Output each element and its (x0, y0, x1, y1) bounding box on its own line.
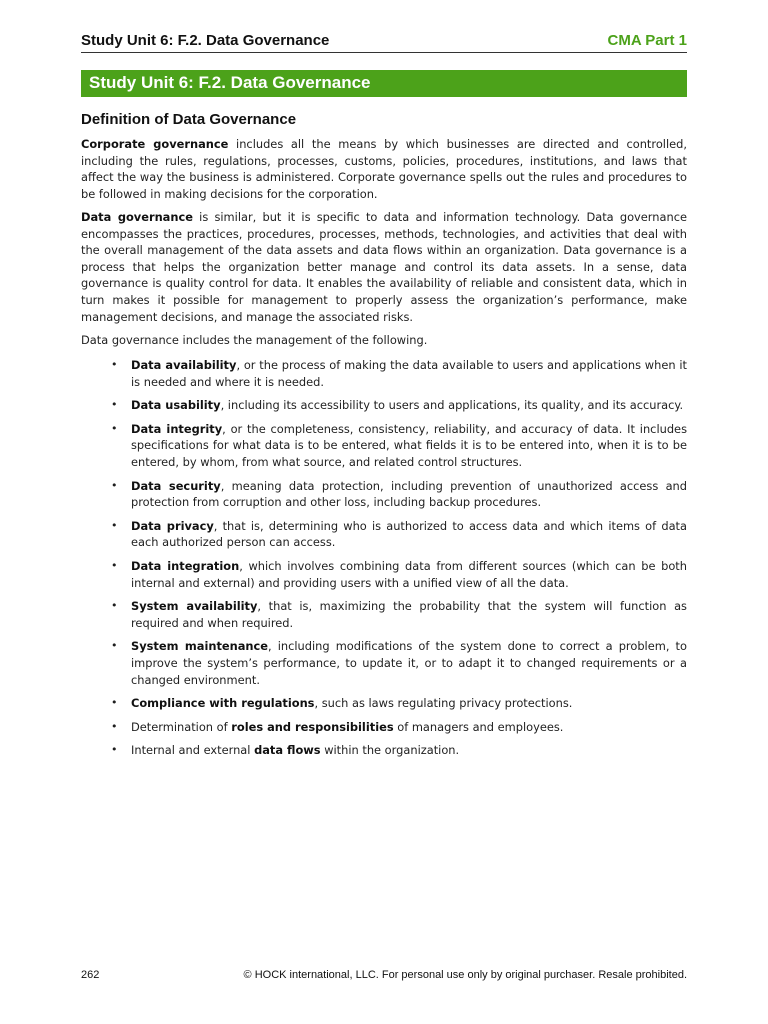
list-item-term: System availability (131, 599, 258, 614)
list-item-text: , including its accessibility to users and applications, its quality, and its accuracy. (220, 398, 684, 413)
list-item-text: , including modifications of the system done to correct a problem, to improve the system’s performance, to update it, or to adapt it to changed requirements or a changed environment. (131, 639, 687, 687)
list-item-term: System maintenance (131, 639, 269, 654)
management-list (81, 357, 687, 766)
list-item-term: roles and responsibilities (231, 719, 394, 734)
paragraph-text: Data governance includes the management of the following. (81, 333, 428, 347)
list-item-prefix: Determination of (131, 719, 232, 734)
bullet-icon: • (111, 599, 118, 613)
list-item-term: Data integrity (131, 421, 223, 436)
list-item-text: , that is, maximizing the probability that the system will function as required and when required. (131, 599, 687, 630)
list-item (81, 397, 687, 414)
running-header-part: CMA Part 1 (607, 32, 687, 49)
list-item (81, 719, 687, 736)
paragraph-text: includes all the means by which businesses are directed and controlled, including the rules, regulations, processes, customs, policies, procedures, institutions, and laws that affect the way the business is administered. Corporate governance spells out the rules and procedures to be followed in making decisions for the corporation. (81, 137, 687, 201)
list-item-term: Compliance with regulations (131, 696, 315, 711)
list-item (81, 421, 687, 471)
list-item (81, 742, 687, 759)
list-item-term: data flows (254, 743, 321, 758)
running-header (81, 32, 687, 53)
list-item (81, 598, 687, 631)
list-item-term: Data usability (131, 398, 221, 413)
list-item-term: Data privacy (131, 518, 214, 533)
list-item-text: within the organization. (320, 743, 460, 758)
section-heading: Definition of Data Governance (81, 111, 297, 128)
list-item-term: Data security (131, 478, 221, 493)
list-item (81, 558, 687, 591)
bullet-icon: • (111, 478, 118, 492)
list-item-text: , or the process of making the data available to users and applications when it is needed and where it is needed. (131, 358, 687, 389)
paragraph-data-governance (81, 209, 687, 325)
list-item-text: , which involves combining data from different sources (which can be both internal and external) and providing users with a unified view of all the data. (131, 558, 687, 590)
bullet-icon: • (111, 358, 118, 371)
list-item (81, 357, 687, 390)
paragraph-term: Corporate governance (81, 137, 229, 151)
list-item-text: of managers and employees. (393, 719, 564, 734)
bullet-icon: • (111, 558, 118, 572)
list-item-text: , such as laws regulating privacy protections. (314, 696, 573, 711)
page-number: 262 (81, 969, 100, 981)
list-item-term: Data availability (131, 358, 237, 372)
bullet-icon: • (111, 421, 118, 435)
list-item-text: , or the completeness, consistency, reliability, and accuracy of data. It includes specifications for what data is to be entered, what fields it is to be entered into, when it is to be entered, by whom, from what source, and related control structures. (131, 421, 688, 469)
paragraph-corporate-governance (81, 136, 687, 202)
list-item (81, 518, 687, 551)
paragraph-intro-list (81, 332, 687, 349)
bullet-icon: • (111, 743, 118, 757)
list-item (81, 638, 687, 688)
list-item-prefix: Internal and external (131, 743, 255, 758)
bullet-icon: • (111, 719, 118, 733)
list-item-term: Data integration (131, 558, 240, 573)
bullet-icon: • (111, 518, 118, 532)
paragraph-term: Data governance (81, 210, 193, 224)
list-item (81, 695, 687, 712)
bullet-icon: • (111, 696, 118, 710)
list-item-text: , that is, determining who is authorized to access data and which items of data each authorized person can access. (131, 518, 687, 550)
bullet-icon: • (111, 639, 118, 653)
list-item (81, 478, 687, 511)
copyright-notice: © HOCK international, LLC. For personal use only by original purchaser. Resale prohibited. (243, 969, 687, 981)
running-header-title: Study Unit 6: F.2. Data Governance (81, 32, 330, 49)
list-item-text: , meaning data protection, including prevention of unauthorized access and protection from corruption and other loss, including backup procedures. (131, 478, 688, 510)
paragraph-text: is similar, but it is specific to data and information technology. Data governance encompasses the practices, procedures, processes, methods, technologies, and activities that deal with the overall management of the data assets and data flows within an organization. Data governance is a process that helps the organization better manage and control its data assets. In a sense, data governance is quality control for data. It enables the availability of reliable and consistent data, which in turn makes it possible for management to properly assess the organization’s performance, make management decisions, and manage the associated risks. (81, 210, 687, 324)
bullet-icon: • (111, 398, 118, 412)
study-unit-banner (81, 70, 687, 97)
banner-title: Study Unit 6: F.2. Data Governance (89, 73, 371, 92)
